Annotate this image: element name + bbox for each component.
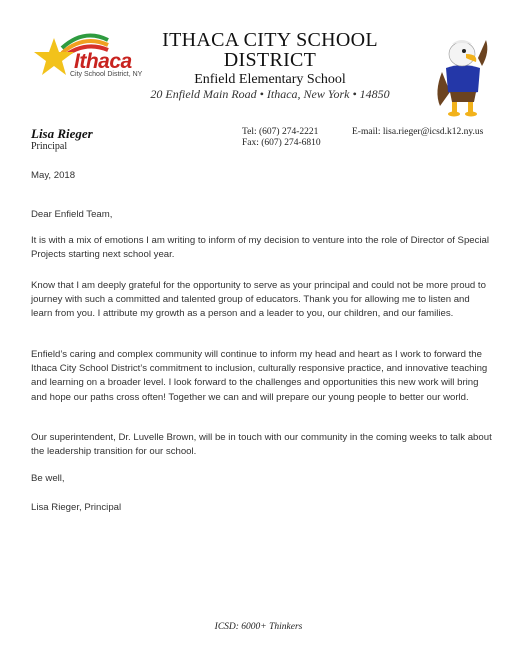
district-title-line1: ITHACA CITY SCHOOL — [162, 29, 378, 51]
fax: Fax: (607) 274-6810 — [242, 138, 321, 148]
footer-tagline: ICSD: 6000+ Thinkers — [214, 622, 303, 632]
letter-paragraph: Enfield’s caring and complex community will continue to inform my head and heart as I work to forward the Ithaca City School District’s commitment to inclusion, culturally responsive practice, and innovative teaching and learning on a broader level. I look forward to the challenges and opportunities this new work will bring and hope our paths cross often! Together we can and will prepare our young people to better our world. — [31, 349, 488, 403]
letter-paragraph: Know that I am deeply grateful for the opportunity to serve as your principal and could not be more proud to journey with such a committed and talented group of educators. Thank you for allowing me to listen and learn from you. I attribute my growth as a person and a leader to you, our children, and our families. — [31, 280, 486, 320]
letter-paragraph: It is with a mix of emotions I am writing to inform of my decision to venture into the role of Director of Special Projects starting next school year. — [31, 235, 490, 261]
school-name: Enfield Elementary School — [194, 72, 346, 87]
letter-paragraph: Our superintendent, Dr. Luvelle Brown, will be in touch with our community in the coming weeks to talk about the leadership transition for our school. — [31, 432, 492, 458]
eagle-mascot-icon — [432, 32, 494, 118]
principal-role: Principal — [31, 141, 68, 152]
letter-date: May, 2018 — [31, 170, 76, 181]
logo-subtitle: City School District, NY — [70, 71, 143, 78]
letter-signature: Lisa Rieger, Principal — [31, 502, 122, 513]
letter-closing: Be well, — [31, 473, 65, 484]
logo-name: Ithaca — [74, 50, 132, 73]
principal-name: Lisa Rieger — [31, 126, 93, 141]
email: E-mail: lisa.rieger@icsd.k12.ny.us — [352, 127, 484, 137]
telephone: Tel: (607) 274-2221 — [242, 127, 319, 137]
school-address: 20 Enfield Main Road • Ithaca, New York • 14850 — [150, 87, 390, 101]
district-title-line2: DISTRICT — [223, 49, 317, 71]
letter-greeting: Dear Enfield Team, — [31, 209, 113, 220]
